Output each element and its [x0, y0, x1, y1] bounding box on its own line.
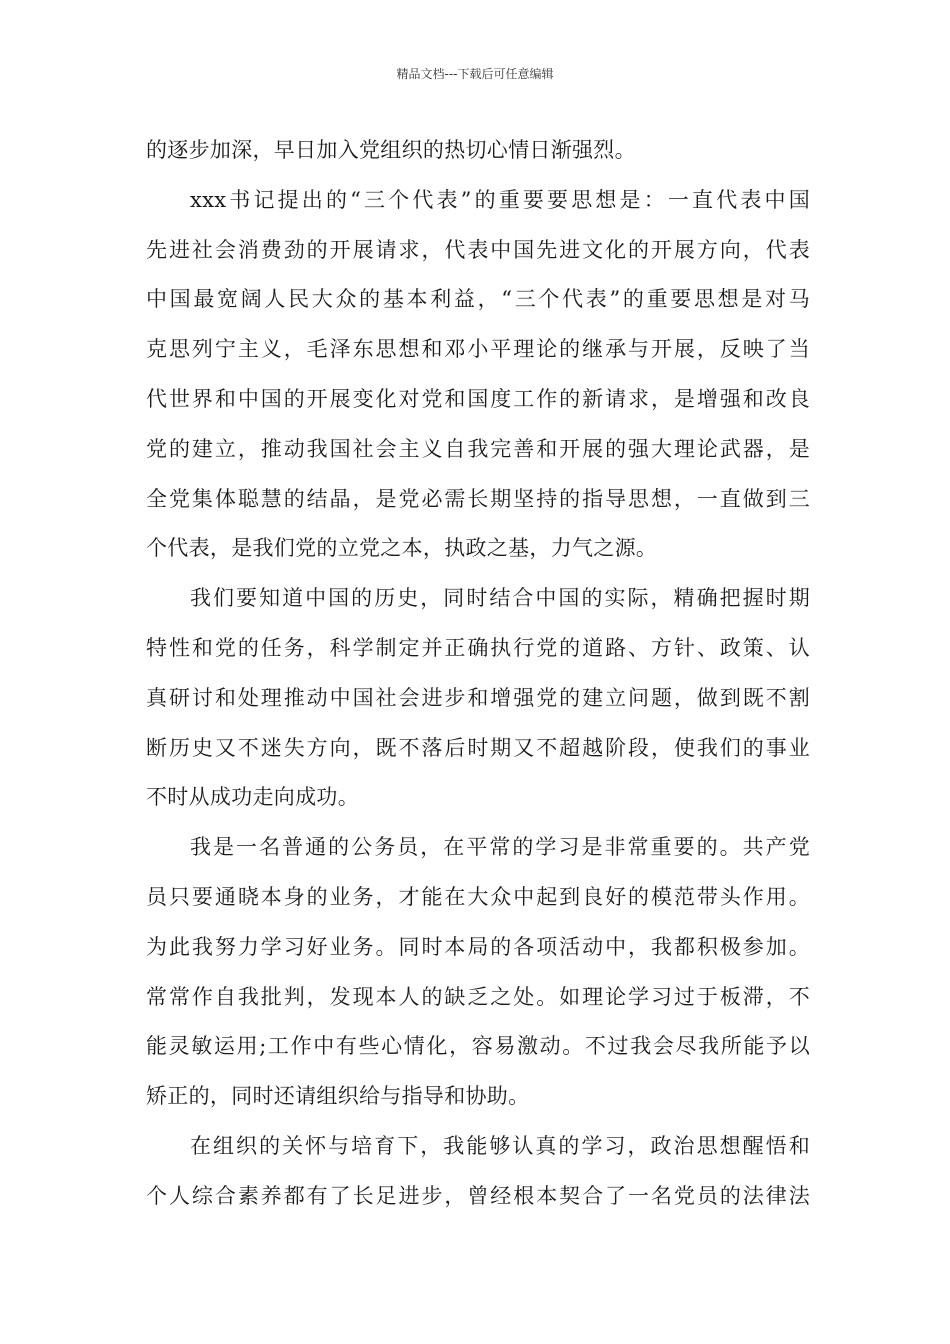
- text-line: 个人综合素养都有了长足进步，曾经根本契合了一名党员的法律法: [146, 1183, 810, 1208]
- text-line: 全党集体聪慧的结晶，是党必需长期坚持的指导思想，一直做到三: [146, 486, 810, 511]
- text-line: 克思列宁主义，毛泽东思想和邓小平理论的继承与开展，反映了当: [146, 337, 810, 362]
- text-line: 矫正的，同时还请组织给与指导和协助。: [146, 1084, 530, 1109]
- text-line: 为此我努力学习好业务。同时本局的各项活动中，我都积极参加。: [146, 934, 810, 959]
- text-line: xxx书记提出的“三个代表”的重要要思想是：一直代表中国: [190, 187, 810, 212]
- text-line: 真研讨和处理推动中国社会进步和增强党的建立问题，做到既不割: [146, 685, 810, 710]
- text-line: 党的建立，推动我国社会主义自我完善和开展的强大理论武器，是: [146, 436, 810, 461]
- text-line: 先进社会消费劲的开展请求，代表中国先进文化的开展方向，代表: [146, 237, 810, 262]
- paragraph: [146, 823, 810, 1122]
- text-line: 我们要知道中国的历史，同时结合中国的实际，精确把握时期: [190, 586, 810, 611]
- text-line: 特性和党的任务，科学制定并正确执行党的道路、方针、政策、认: [146, 635, 810, 660]
- text-line: 中国最宽阔人民大众的基本利益，“三个代表”的重要思想是对马: [146, 287, 810, 312]
- text-line: 个代表，是我们党的立党之本，执政之基，力气之源。: [146, 536, 658, 561]
- page-header: 精品文档---下载后可任意编辑: [396, 67, 554, 81]
- text-line: 的逐步加深，早日加入党组织的热切心情日渐强烈。: [146, 138, 636, 162]
- paragraph: [146, 126, 810, 176]
- text-line: 常常作自我批判，发现本人的缺乏之处。如理论学习过于板滞，不: [146, 984, 810, 1009]
- text-line: 不时从成功走向成功。: [146, 785, 359, 810]
- paragraph: [146, 176, 810, 574]
- paragraph: [146, 574, 810, 823]
- text-line: 代世界和中国的开展变化对党和国度工作的新请求，是增强和改良: [146, 386, 810, 411]
- text-line: 我是一名普通的公务员，在平常的学习是非常重要的。共产党: [190, 835, 810, 860]
- text-line: 断历史又不迷失方向，既不落后时期又不超越阶段，使我们的事业: [146, 735, 810, 760]
- paragraph: [146, 1122, 810, 1222]
- document-body: [146, 126, 810, 1222]
- text-line: 员只要通晓本身的业务，才能在大众中起到良好的模范带头作用。: [146, 884, 810, 909]
- text-line: 在组织的关怀与培育下，我能够认真的学习，政治思想醒悟和: [190, 1133, 810, 1158]
- text-line: 能灵敏运用;工作中有些心情化，容易激动。不过我会尽我所能予以: [146, 1034, 810, 1059]
